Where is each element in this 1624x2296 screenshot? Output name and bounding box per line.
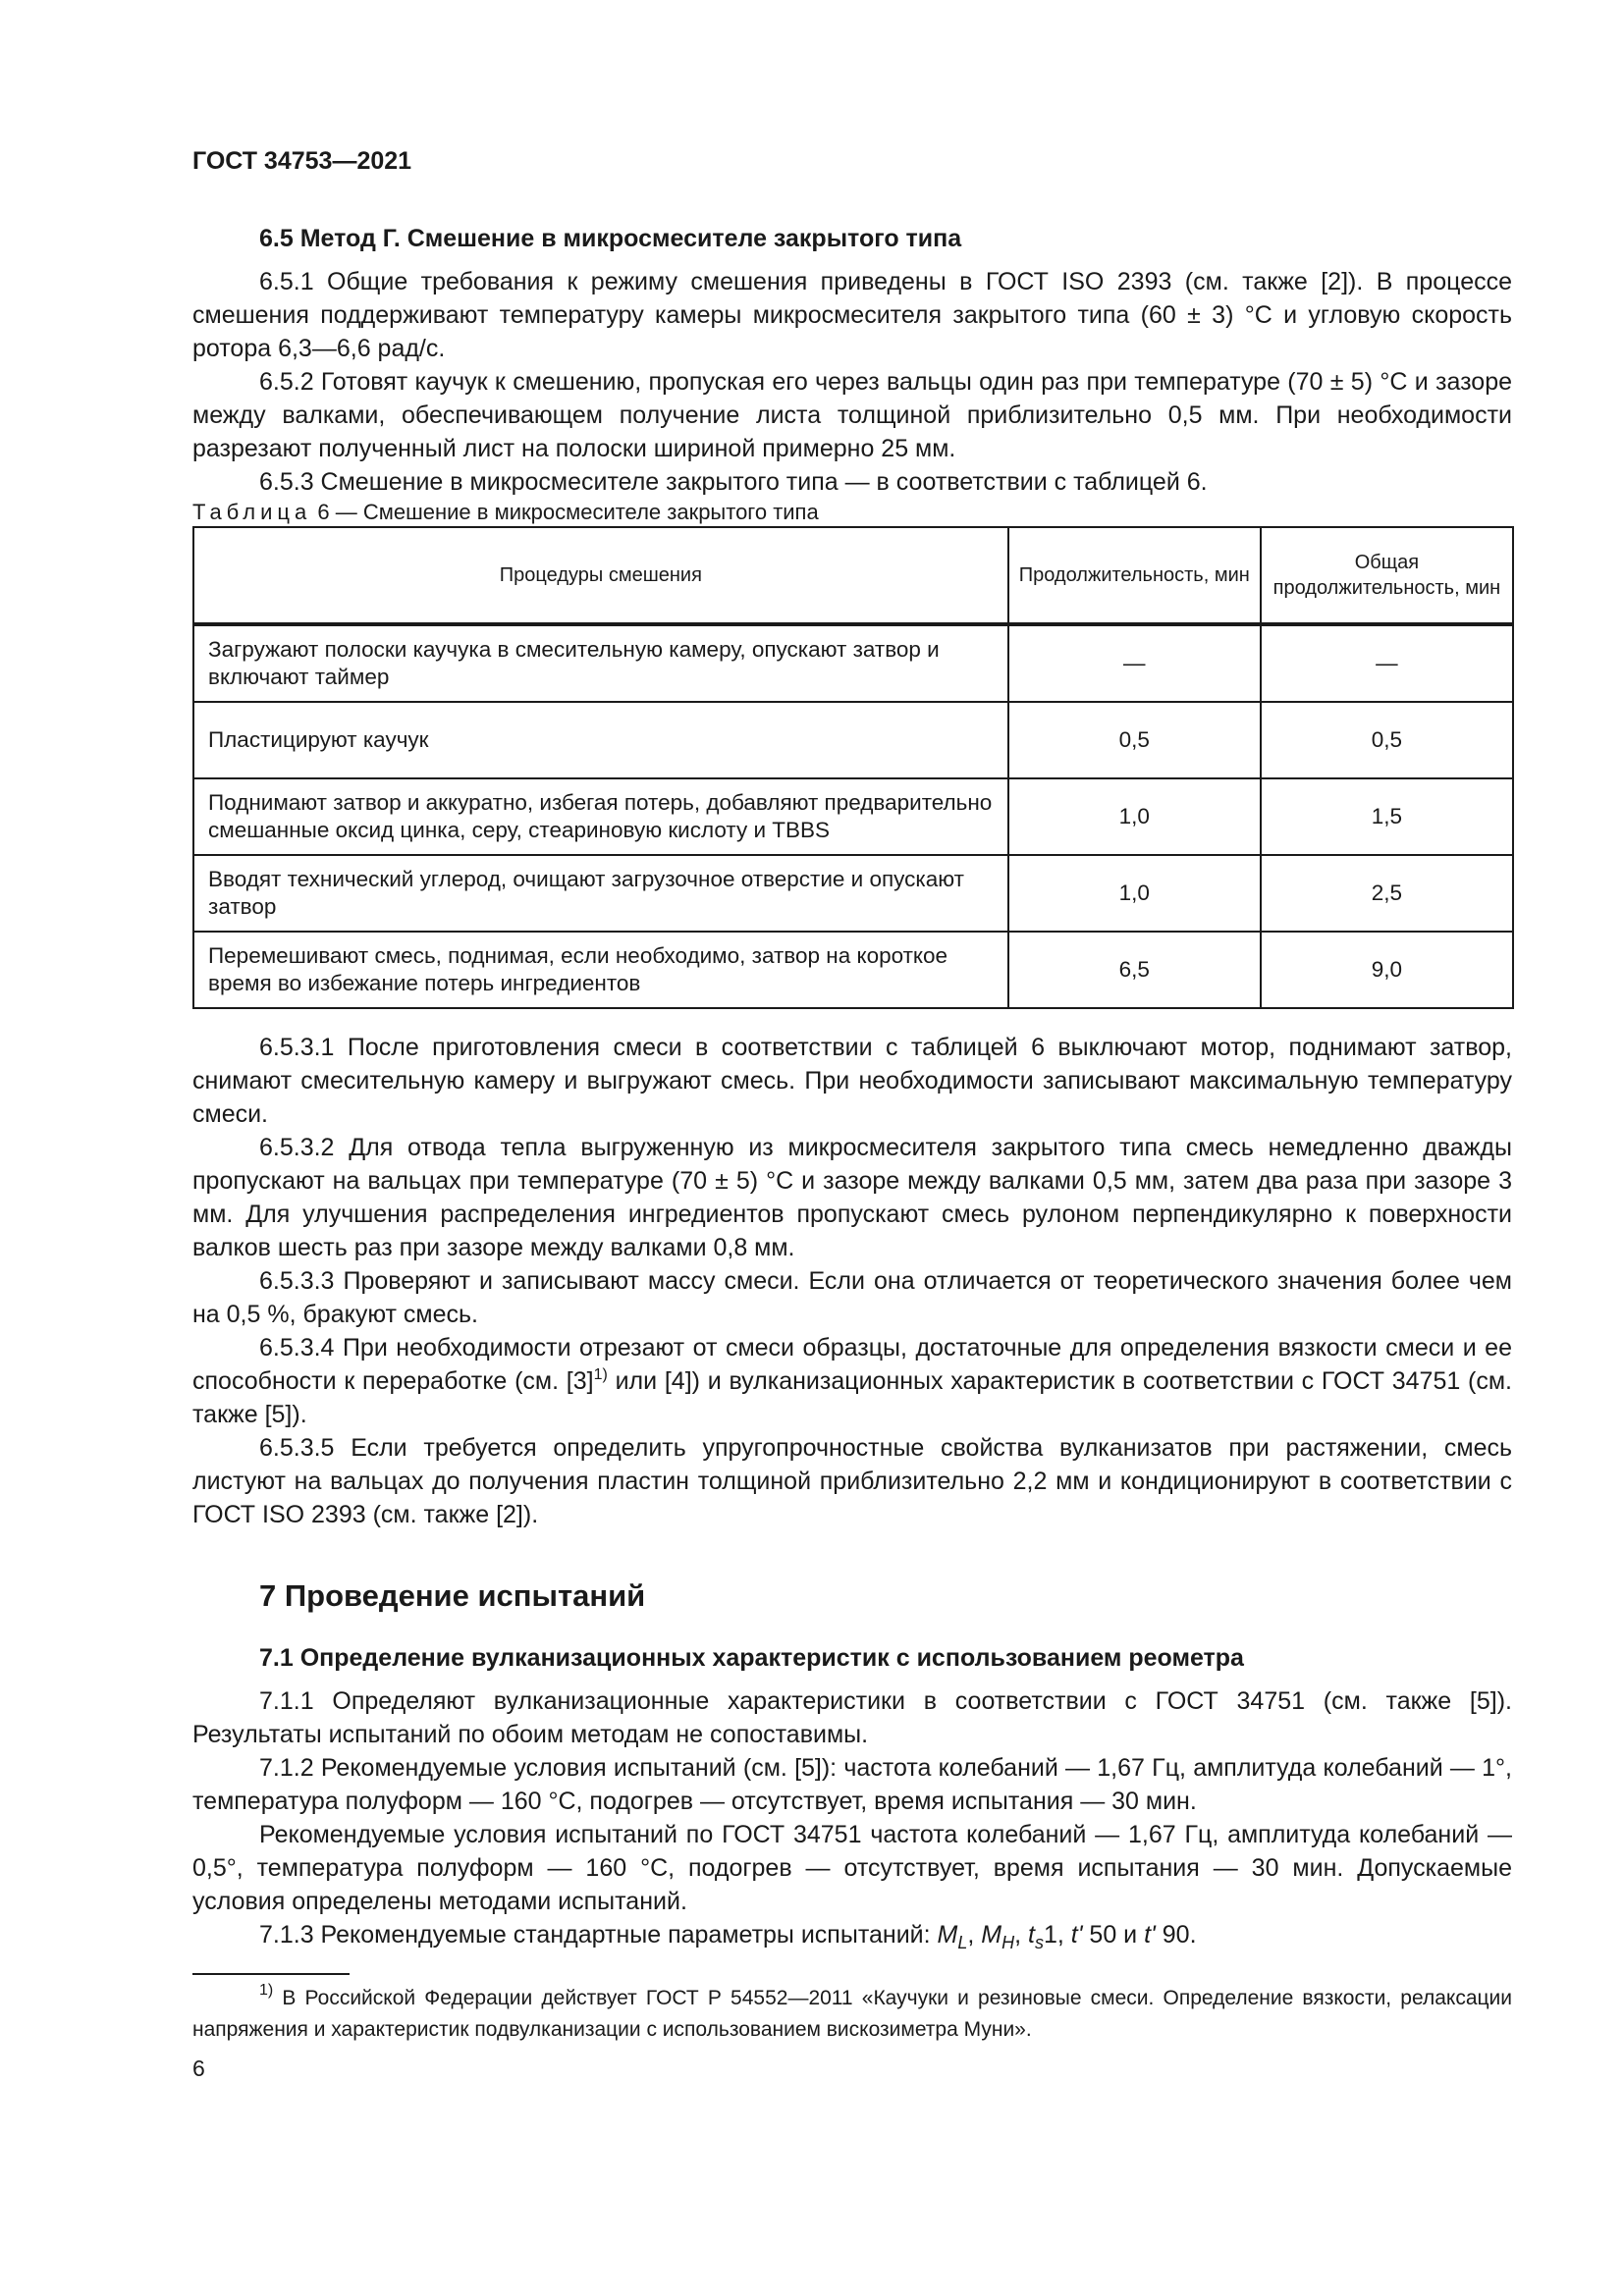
- procedure-cell: Вводят технический углерод, очищают загрузочное отверстие и опускают затвор: [193, 855, 1008, 932]
- paragraph-6-5-3-1: 6.5.3.1 После приготовления смеси в соответствии с таблицей 6 выключают мотор, поднимают затвор, снимают смесительную камеру и выгружают смесь. При необходимости записывают максимальную температуру смеси.: [192, 1034, 1512, 1128]
- duration-cell: 0,5: [1008, 702, 1261, 778]
- param-m-h: $M_H$: [981, 1921, 1015, 1952]
- paragraph-6-5-3-2: 6.5.3.2 Для отвода тепла выгруженную из микросмесителя закрытого типа смесь немедленно дважды пропускают на вальцах при температуре (70 ± 5) °С и зазоре между валками 0,5 мм, затем два раза при зазоре 3 мм. Для улучшения распределения ингредиентов пропускают смесь рулоном перпендикулярно к поверхности валков шесть раз при зазоре между валками 0,8 мм.: [192, 1134, 1512, 1261]
- procedure-cell: Пластицируют каучук: [193, 702, 1008, 778]
- total-cell: 1,5: [1261, 778, 1513, 855]
- table-row: [193, 855, 1513, 932]
- section-7-1-title: 7.1 Определение вулканизационных характеристик с использованием реометра: [259, 1644, 1244, 1672]
- paragraph-7-1-3-lead: 7.1.3 Рекомендуемые стандартные параметры испытаний:: [259, 1921, 938, 1949]
- table-row: [193, 702, 1513, 778]
- total-cell: 0,5: [1261, 702, 1513, 778]
- paragraph-7-1-1: 7.1.1 Определяют вулканизационные характеристики в соответствии с ГОСТ 34751 (см. также [5]). Результаты испытаний по обоим методам не сопоставимы.: [192, 1687, 1512, 1748]
- total-cell: —: [1261, 624, 1513, 702]
- paragraph-6-5-3: 6.5.3 Смешение в микросмесителе закрытого типа — в соответствии с таблицей 6.: [259, 468, 1208, 496]
- paragraph-6-5-3-4: [192, 1331, 1512, 1431]
- table-row: [193, 932, 1513, 1008]
- page-content: [192, 222, 1512, 1951]
- table-caption-word: Таблица: [192, 500, 312, 524]
- procedure-cell: Загружают полоски каучука в смесительную камеру, опускают затвор и включают таймер: [193, 624, 1008, 702]
- section-6-5-title: 6.5 Метод Г. Смешение в микросмесителе закрытого типа: [259, 225, 962, 252]
- total-cell: 9,0: [1261, 932, 1513, 1008]
- footnote-reference: 1): [593, 1366, 608, 1383]
- paragraph-6-5-3-4-end: или [4]) и вулканизационных характеристик в соответствии с ГОСТ 34751 (см. также [5]).: [192, 1367, 1512, 1428]
- footnote-mark: 1): [259, 1982, 274, 1999]
- footnote-text: В Российской Федерации действует ГОСТ Р 54552—2011 «Каучуки и резиновые смеси. Определение вязкости, релаксации напряжения и характеристик подвулканизации с использованием вискозиметра Муни».: [192, 1987, 1512, 2041]
- paragraph-7-1-2: 7.1.2 Рекомендуемые условия испытаний (см. [5]): частота колебаний — 1,67 Гц, амплитуда колебаний — 1°, температура полуформ — 160 °С, подогрев — отсутствует, время испытания — 30 мин.: [192, 1754, 1512, 1815]
- duration-cell: 1,0: [1008, 778, 1261, 855]
- document-header: ГОСТ 34753—2021: [192, 147, 412, 175]
- table-row: [193, 624, 1513, 702]
- duration-cell: 1,0: [1008, 855, 1261, 932]
- footnote: [192, 1983, 1512, 2046]
- param-t-prime-90: t': [1144, 1921, 1156, 1949]
- total-cell: 2,5: [1261, 855, 1513, 932]
- paragraph-6-5-3-5: 6.5.3.5 Если требуется определить упругопрочностные свойства вулканизатов при растяжении, смесь листуют на вальцах до получения пластин толщиной приблизительно 2,2 мм и кондиционируют в соответствии с ГОСТ ISO 2393 (см. также [2]).: [192, 1434, 1512, 1528]
- table-row: [193, 778, 1513, 855]
- procedure-cell: Перемешивают смесь, поднимая, если необходимо, затвор на короткое время во избежание потерь ингредиентов: [193, 932, 1008, 1008]
- mixing-table: [192, 526, 1514, 1009]
- header-procedure: Процедуры смешения: [193, 527, 1008, 624]
- duration-cell: 6,5: [1008, 932, 1261, 1008]
- paragraph-6-5-1: 6.5.1 Общие требования к режиму смешения приведены в ГОСТ ISO 2393 (см. также [2]). В процессе смешения поддерживают температуру камеры микросмесителя закрытого типа (60 ± 3) °С и угловую скорость ротора 6,3—6,6 рад/с.: [192, 268, 1512, 362]
- page-number: 6: [192, 2056, 205, 2081]
- paragraph-7-1-3: 7.1.3 Рекомендуемые стандартные параметры испытаний: $M_L$, $M_H$, $t_s1$, t' 50 и t' 90.: [259, 1921, 1197, 1952]
- param-m-l: $M_L$: [937, 1921, 968, 1952]
- table-caption-text: 6 — Смешение в микросмесителе закрытого типа: [317, 500, 819, 524]
- header-total: Общая продолжительность, мин: [1261, 527, 1513, 624]
- paragraph-6-5-2: 6.5.2 Готовят каучук к смешению, пропуская его через вальцы один раз при температуре (70 ± 5) °С и зазоре между валками, обеспечивающем получение листа толщиной приблизительно 0,5 мм. При необходимости разрезают полученный лист на полоски шириной примерно 25 мм.: [192, 368, 1512, 462]
- paragraph-7-1-2-b: Рекомендуемые условия испытаний по ГОСТ 34751 частота колебаний — 1,67 Гц, амплитуда колебаний — 0,5°, температура полуформ — 160 °С, подогрев — отсутствует, время испытания — 30 мин. Допускаемые условия определены методами испытаний.: [192, 1821, 1512, 1915]
- paragraph-6-5-3-3: 6.5.3.3 Проверяют и записывают массу смеси. Если она отличается от теоретического значения более чем на 0,5 %, бракуют смесь.: [192, 1267, 1512, 1328]
- table-caption: [192, 499, 1512, 526]
- footnote-separator: [192, 1973, 350, 1975]
- header-duration: Продолжительность, мин: [1008, 527, 1261, 624]
- duration-cell: —: [1008, 624, 1261, 702]
- procedure-cell: Поднимают затвор и аккуратно, избегая потерь, добавляют предварительно смешанные оксид цинка, серу, стеариновую кислоту и TBBS: [193, 778, 1008, 855]
- table-header-row: [193, 527, 1513, 624]
- param-ts: $t_s$: [1028, 1921, 1044, 1952]
- section-7-title: 7 Проведение испытаний: [259, 1578, 646, 1613]
- param-t-prime-50: t': [1070, 1921, 1083, 1949]
- paragraph-6-5-3-4-start: 6.5.3.4 При необходимости отрезают от смеси образцы, достаточные для определения вязкости смеси и ее способности к переработке (см. [3]: [192, 1334, 1512, 1395]
